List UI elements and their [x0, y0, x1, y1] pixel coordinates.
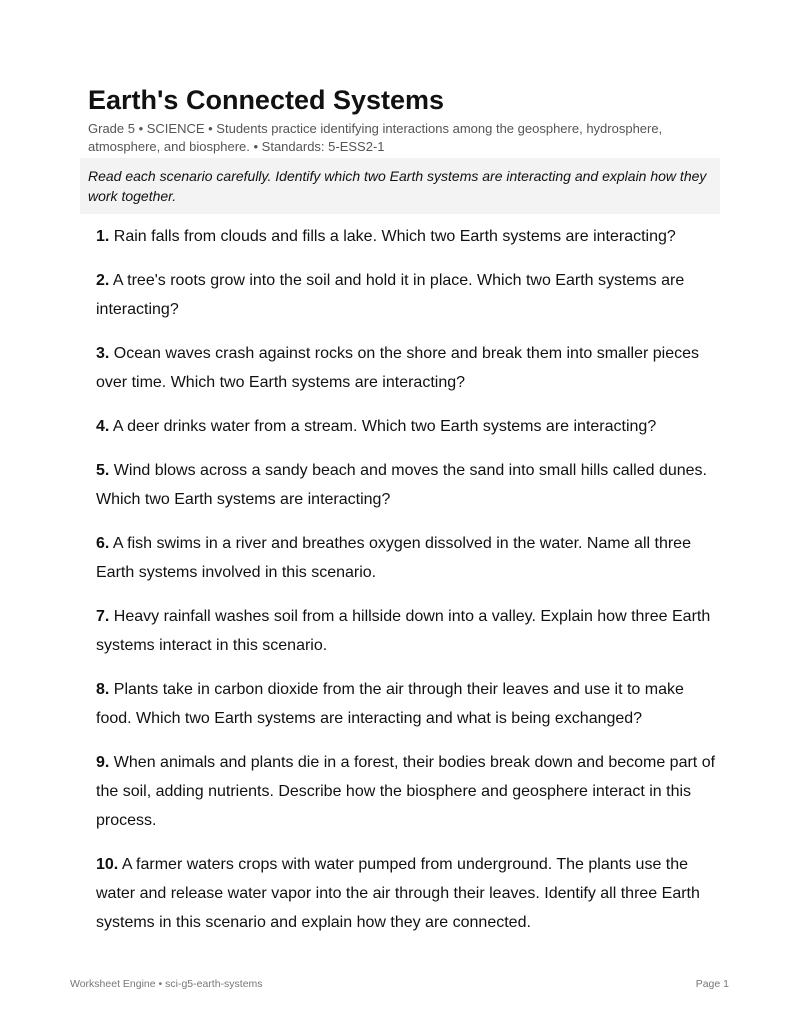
question-text: When animals and plants die in a forest, their bodies break down and become part of the soil, adding nutrients. Describe how the biosphere and geosphere interact in this process. [96, 754, 716, 829]
question-text: Rain falls from clouds and fills a lake. Which two Earth systems are interacting? [113, 228, 676, 245]
question-number: 8. [96, 681, 110, 698]
question-item [96, 675, 721, 733]
question-item [96, 456, 721, 514]
question-text: A deer drinks water from a stream. Which two Earth systems are interacting? [112, 418, 657, 435]
question-number: 6. [96, 535, 110, 552]
question-number: 3. [96, 345, 110, 362]
question-list [96, 222, 721, 952]
question-text: Ocean waves crash against rocks on the shore and break them into smaller pieces over time. Which two Earth systems are interacting? [96, 345, 699, 391]
question-text: Plants take in carbon dioxide from the air through their leaves and use it to make food. Which two Earth systems are interacting and what is being exchanged? [96, 681, 684, 727]
question-number: 10. [96, 856, 119, 873]
question-text: A tree's roots grow into the soil and hold it in place. Which two Earth systems are interacting? [96, 272, 685, 318]
question-item [96, 339, 721, 397]
question-item [96, 850, 721, 937]
question-text: A fish swims in a river and breathes oxygen dissolved in the water. Name all three Earth systems involved in this scenario. [96, 535, 691, 581]
question-text: A farmer waters crops with water pumped from underground. The plants use the water and release water vapor into the air through their leaves. Identify all three Earth systems in this scenario and explain how they are connected. [96, 856, 700, 931]
question-item [96, 748, 721, 835]
question-number: 4. [96, 418, 110, 435]
instructions-box: Read each scenario carefully. Identify which two Earth systems are interacting and explain how they work together. [80, 158, 720, 214]
question-text: Heavy rainfall washes soil from a hillside down into a valley. Explain how three Earth systems interact in this scenario. [96, 608, 711, 654]
question-number: 7. [96, 608, 110, 625]
question-number: 1. [96, 228, 110, 245]
question-item [96, 266, 721, 324]
question-item [96, 529, 721, 587]
question-item [96, 412, 721, 441]
footer-source: Worksheet Engine • sci-g5-earth-systems [70, 978, 263, 990]
question-number: 9. [96, 754, 110, 771]
question-number: 2. [96, 272, 110, 289]
footer-page-number: Page 1 [695, 978, 729, 990]
question-text: Wind blows across a sandy beach and moves the sand into small hills called dunes. Which two Earth systems are interacting? [96, 462, 707, 508]
page-title: Earth's Connected Systems [88, 85, 445, 115]
question-item [96, 602, 721, 660]
question-number: 5. [96, 462, 110, 479]
worksheet-meta: Grade 5 • SCIENCE • Students practice identifying interactions among the geosphere, hydrosphere, atmosphere, and biosphere. • Standards: 5-ESS2-1 [88, 121, 663, 154]
question-item [96, 222, 721, 251]
